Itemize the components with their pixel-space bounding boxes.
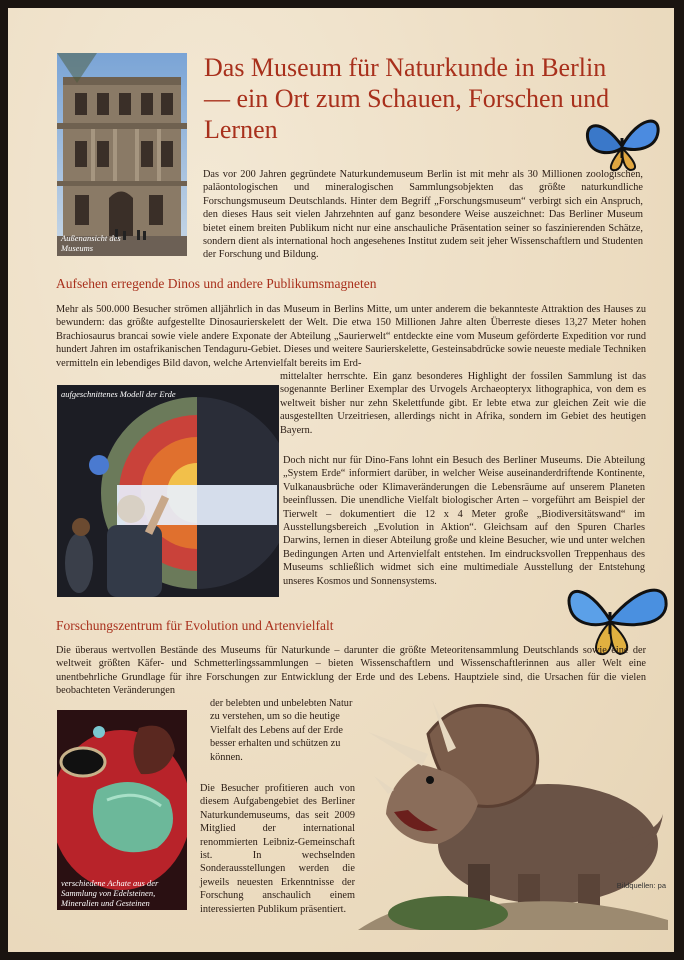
agate-stones-photo: [57, 710, 187, 910]
earth-caption: aufgeschnittenes Modell der Erde: [61, 389, 176, 399]
stones-caption: verschiedene Achate aus der Sammlung von Edelsteinen, Mineralien und Gesteinen: [61, 878, 159, 908]
section1-paragraph1-wrap: mittelalter herrschte. Ein ganz besonderes Highlight der fossilen Sammlung ist das sogenannte Berliner Exemplar des Urvogels Archaeopteryx lithographica, von dem es weltweit bisher nur zehn Skelettfunde gibt. Er lebte etwa zur gleichen Zeit wie die ausgestellten Urzeitriesen, allerdings nicht in Afrika, sondern im Gebiet des heutigen Bayern.: [280, 371, 646, 436]
building-caption: Außenansicht des Museums: [61, 233, 121, 253]
section1-paragraph2: Doch nicht nur für Dino-Fans lohnt ein Besuch des Berliner Museums. Die Abteilung „System Erde“ informiert darüber, in welcher Weise auseinanderdriftende Kontinente, Vulkanausbrüche oder Klimaveränderungen die Lebensräume auf unserem Planeten beeinflussen. Die unendliche Vielfalt biologischer Arten – vorgeführt am Beispiel der Tierwelt – dokumentiert die 12 x 4 Meter große „Biodiversitätswand“ im Ausstellungsbereich „Evolution in Aktion“. Gleichsam auf den Spuren Charles Darwins, lernen in dieser Abteilung große und kleine Besucher, wie und unter welchen Bedingungen Arten und Artenvielfalt entstehen. Im eindrucksvollen Treppenhaus des Museums schließlich widmet sich eine multimediale Ausstellung der Entstehung unseres Kosmos und Sonnensystems.: [283, 455, 645, 587]
section2-heading: Forschungszentrum für Evolution und Artenvielfalt: [56, 618, 334, 633]
section1-paragraph1: Mehr als 500.000 Besucher strömen alljährlich in das Museum in Berlins Mitte, um unter anderem die bekannteste Attraktion des Hauses zu bewundern: das größte aufgestellte Dinosaurierskelett der Welt. Die etwa 150 Millionen Jahre alten Überreste dieses 13,27 Meter hohen Brachiosaurus brancai sowie viele andere Exponate der Abteilung „Saurierwelt“ entdeckte eine vom Museum geförderte Expedition vor rund hundert Jahren im ostafrikanischen Tendaguru-Gebiet. Dieses und weitere Saurierskelette, Gesteinsabdrücke sowie neueste mediale Techniken vermitteln ein lebendiges Bild davon, welche Artenvielfalt bereits im Erd-: [56, 304, 646, 369]
section1-heading: Aufsehen erregende Dinos und andere Publikumsmagneten: [56, 276, 377, 291]
museum-building-photo: [57, 53, 187, 256]
page-title: Das Museum für Naturkunde in Berlin — ein Ort zum Schauen, Forschen und Lernen: [204, 53, 610, 144]
section2-paragraph2: Die Besucher profitieren auch von diesem Aufgabengebiet des Berliner Naturkundemuseums, das seit 2009 Mitglied der international renommierten Leibniz-Gemeinschaft ist. In wechselnden Sonderausstellungen werden die jeweils neuesten Erkenntnisse der Forschung anschaulich einem interessierten Publikum präsentiert.: [200, 783, 355, 915]
triceratops-illustration: [358, 694, 668, 930]
page: [8, 8, 674, 952]
earth-model-photo: [57, 385, 279, 597]
image-credit: Bildquellen: pa: [616, 881, 666, 890]
section2-paragraph1: Die überaus wertvollen Bestände des Museums für Naturkunde – darunter die größte Meteoritensammlung Deutschlands sowie eine der weltweit größten Käfer- und Schmetterlingssammlungen – bieten Wissenschaftlern und Wissenschaftlerinnen aus aller Welt eine unentbehrliche Grundlage für ihre Forschungen zur Entwicklung der Erde und des Lebens. Hauptziele sind, die Ursachen für die vielen beobachteten Veränderungen: [56, 645, 646, 697]
intro-text: Das vor 200 Jahren gegründete Naturkundemuseum Berlin ist mit mehr als 30 Millionen zoologischen, paläontologischen und mineralogischen Sammlungsobjekten das größte naturkundliche Forschungsmuseum Deutschlands. Hinter dem Begriff „Forschungsmuseum“ verbirgt sich ein Anspruch, den dieses Haus seit vielen Jahrzehnten auf ganz besondere Weise auszeichnet: Das Berliner Museum bietet einem breiten Publikum nicht nur eine anschauliche Präsentation seiner so faszinierenden Schätze, sondern dient als international hoch angesehenes Institut zudem seit jeher Wissenschaftlern und Studenten der Forschung und Bildung.: [203, 169, 643, 261]
section2-paragraph1-wrap: der belebten und unbelebten Natur zu verstehen, um so die heutige Vielfalt des Lebens auf der Erde besser erhalten und schützen zu können.: [210, 698, 353, 763]
